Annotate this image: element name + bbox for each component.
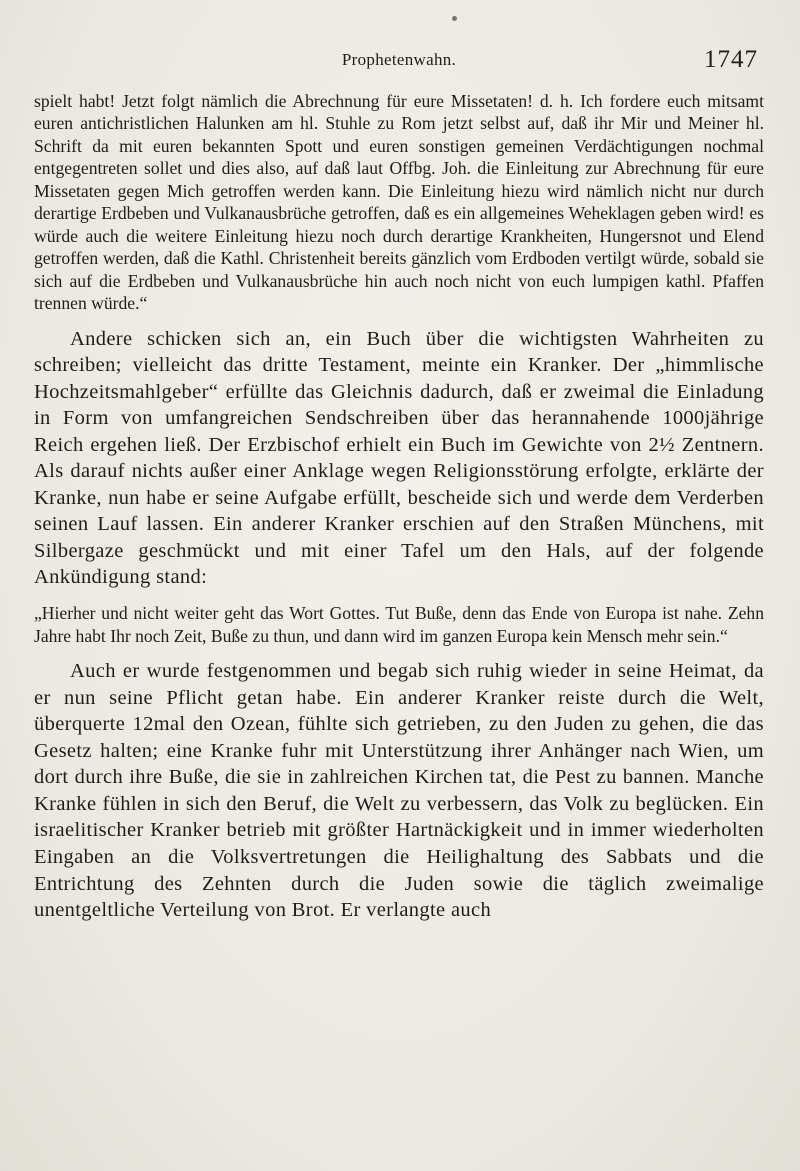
paragraph-1: Andere schicken sich an, ein Buch über die wichtigsten Wahrheiten zu schreiben; vielleicht das dritte Testament, meinte ein Kranker. Der „himmlische Hochzeitsmahlgeber“ erfüllte das Gleichnis dadurch, daß er zweimal die Einladung in Form von umfangreichen Sendschreiben über das herannahende 1000jährige Reich ergehen ließ. Der Erzbischof erhielt ein Buch im Gewichte von 2½ Zentnern. Als darauf nichts außer einer Anklage wegen Religionsstörung erfolgte, erklärte der Kranke, nun habe er seine Aufgabe erfüllt, bescheide sich und werde dem Verderben seinen Lauf lassen. Ein anderer Kranker erschien auf den Straßen Münchens, mit Silbergaze geschmückt und mit einer Tafel um den Hals, auf der folgende Ankündigung stand: — [34, 327, 764, 589]
running-title: Prophetenwahn. — [341, 50, 457, 69]
print-speck — [452, 16, 457, 21]
running-head — [34, 46, 764, 74]
quote-1-text: spielt habt! Jetzt folgt nämlich die Abrechnung für eure Missetaten! d. h. Ich fordere euch mitsamt euren antichristlichen Halunken am hl. Stuhle zu Rom jetzt selbst auf, daß ihr Mir und Meiner hl. Schrift da mit euren bekannten Spott und euren sonstigen gemeinen Verdächtigungen nochmal entgegentreten sollet und dies also, auf daß laut Offbg. Joh. die Einleitung zur Abrechnung für eure Missetaten gegen Mich getroffen werden kann. Die Einleitung hiezu wird nämlich nicht nur durch derartige Erdbeben und Vulkanausbrüche getroffen, daß es ein allgemeines Weheklagen geben wird! es würde auch die weitere Einleitung hiezu noch durch derartige Krankheiten, Hungersnot und Elend getroffen werden, daß die Kathl. Christenheit bereits gänzlich vom Erdboden vertilgt würde, sobald sie sich auf die Erdbeben und Vulkanausbrüche hin auch noch nicht von euch lumpigen kathl. Pfaffen trennen würde.“ — [34, 91, 764, 314]
quote-block-2 — [34, 602, 764, 647]
body-text — [34, 90, 764, 924]
quote-block-1 — [34, 90, 764, 315]
paragraph-2: Auch er wurde festgenommen und begab sich ruhig wieder in seine Heimat, da er nun seine Pflicht getan habe. Ein anderer Kranker reiste durch die Welt, überquerte 12mal den Ozean, fühlte sich getrieben, zu den Juden zu gehen, die das Gesetz halten; eine Kranke fuhr mit Unterstützung ihrer Anhänger nach Wien, um dort durch ihre Buße, die sie in zahlreichen Kirchen tat, die Pest zu bannen. Manche Kranke fühlen in sich den Beruf, die Welt zu verbessern, das Volk zu beglücken. Ein israelitischer Kranker betrieb mit größter Hartnäckigkeit und in immer wiederholten Eingaben an die Volksvertretungen die Heilighaltung des Sabbats und die Entrichtung des Zehnten durch die Juden sowie die täglich zweimalige unentgeltliche Verteilung von Brot. Er verlangte auch — [34, 660, 764, 922]
quote-2-text: „Hierher und nicht weiter geht das Wort Gottes. Tut Buße, denn das Ende von Europa ist nahe. Zehn Jahre habt Ihr noch Zeit, Buße zu thun, und dann wird im ganzen Europa kein Mensch mehr sein.“ — [34, 603, 764, 646]
page-number: 1747 — [704, 46, 758, 73]
